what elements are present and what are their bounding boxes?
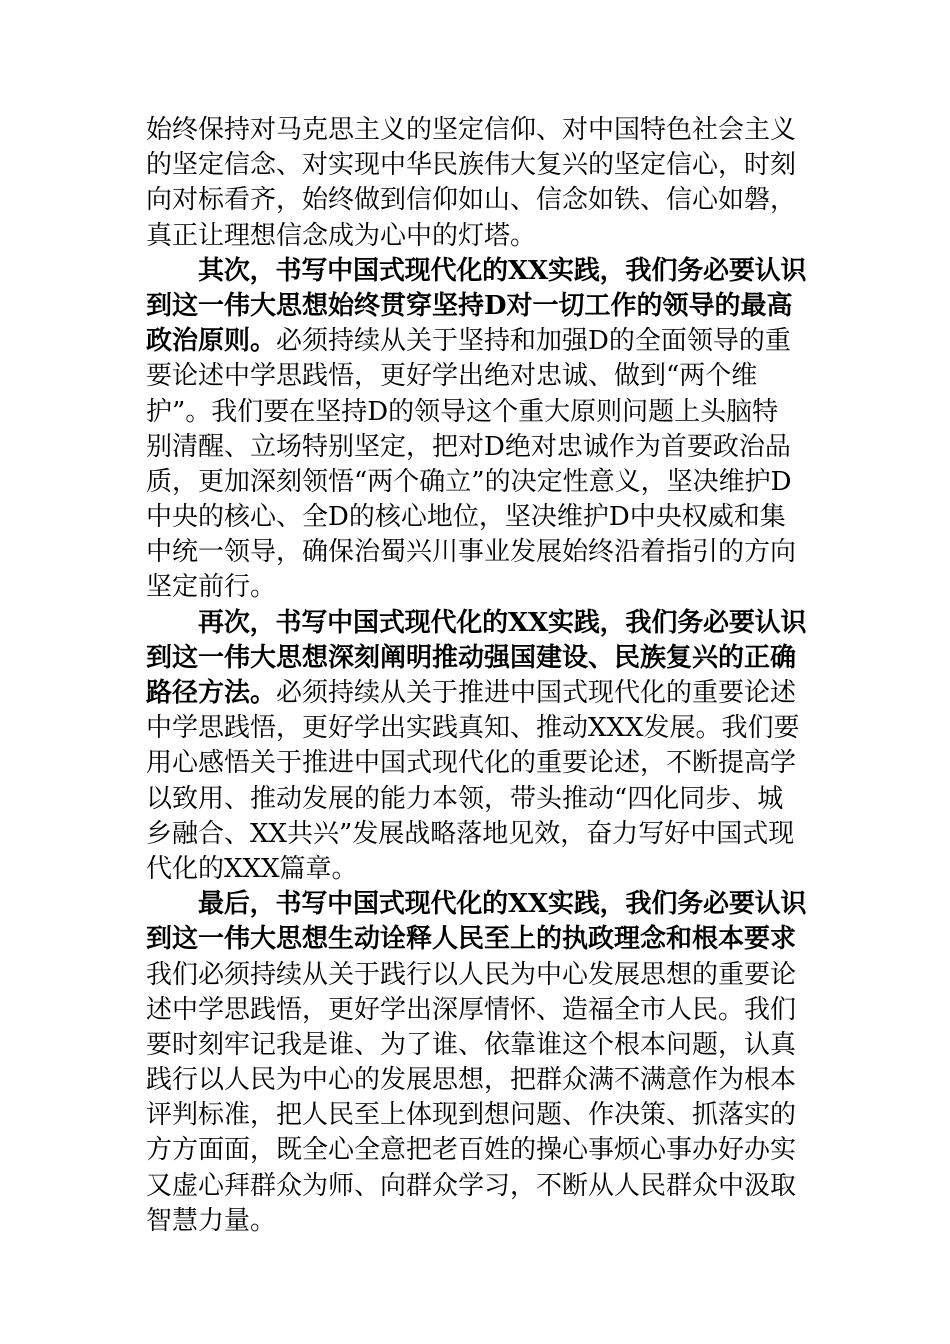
body-text: 护”。我们要在坚持D的领导这个重大原则问题上头脑特 (146, 396, 779, 427)
text-line (146, 993, 806, 1028)
text-line: 真正让理想信念成为心中的灯塔。 (146, 220, 537, 251)
text-line (146, 465, 806, 500)
body-text: 用心感悟关于推进中国式现代化的重要论述，不断提高学 (146, 748, 797, 779)
heading-text: 政治原则。 (146, 326, 277, 357)
body-text: 中学思践悟，更好学出实践真知、推动XXX发展。我们要 (146, 713, 800, 744)
body-text: 必须持续从关于推进中国式现代化的重要论述 (276, 678, 797, 708)
text-line (146, 1204, 806, 1239)
text-line (146, 359, 806, 394)
body-text: 要时刻牢记我是谁、为了谁、依靠谁这个根本问题，认真 (146, 1029, 797, 1060)
paragraph (146, 254, 806, 606)
text-line (146, 711, 806, 746)
heading-text: 最后，书写中国式现代化的XX实践，我们务必要认识 (198, 889, 807, 920)
body-text: 必须持续从关于坚持和加强D的全面领导的重 (276, 326, 791, 357)
text-line (146, 817, 806, 852)
body-text: 又虚心拜群众为师、向群众学习，不断从人民群众中汲取 (146, 1170, 797, 1201)
body-text: 乡融合、XX共兴”发展战略落地见效，奋力写好中国式现 (146, 818, 795, 849)
document-body (146, 113, 806, 1239)
text-line (146, 535, 806, 570)
text-line (146, 746, 806, 781)
text-line (146, 500, 806, 535)
text-line (146, 395, 806, 430)
text-line (146, 782, 806, 817)
body-text: 以致用、推动发展的能力本领，带头推动“四化同步、城 (146, 783, 784, 814)
body-text: 代化的XXX篇章。 (146, 853, 358, 884)
body-text: 评判标准，把人民至上体现到想问题、作决策、抓落实的 (146, 1100, 797, 1131)
paragraph (146, 887, 806, 1239)
paragraph (146, 606, 806, 888)
text-line (146, 1028, 806, 1063)
body-text: 智慧力量。 (146, 1205, 277, 1236)
text-line (146, 641, 806, 676)
text-line: 的坚定信念、对实现中华民族伟大复兴的坚定信心，时刻 (146, 150, 797, 181)
paragraph (146, 113, 806, 254)
text-line (146, 1098, 806, 1133)
body-text: 要论述中学思践悟，更好学出绝对忠诚、做到“两个维 (146, 361, 758, 392)
body-text: 坚定前行。 (146, 572, 277, 603)
body-text: 中央的核心、全D的核心地位，坚决维护D中央权威和集 (146, 502, 786, 533)
text-line (146, 254, 806, 289)
text-line (146, 1063, 806, 1098)
body-text: 方方面面，既全心全意把老百姓的操心事烦心事办好办实 (146, 1135, 797, 1166)
body-text: 别清醒、立场特别坚定，把对D绝对忠诚作为首要政治品 (146, 431, 791, 462)
text-line (146, 606, 806, 641)
heading-text: 再次，书写中国式现代化的XX实践，我们务必要认识 (198, 607, 807, 638)
text-line (146, 324, 806, 359)
heading-text: 到这一伟大思想生动诠释人民至上的执政理念和根本要求 (146, 924, 797, 955)
text-line (146, 570, 806, 605)
body-text: 我们必须持续从关于践行以人民为中心发展思想的重要论 (146, 959, 797, 990)
body-text: 质，更加深刻领悟“两个确立”的决定性意义，坚决维护D (146, 466, 792, 497)
text-line (146, 289, 806, 324)
text-line (146, 958, 806, 993)
text-line (146, 676, 806, 711)
text-line (146, 1169, 806, 1204)
text-line (146, 887, 806, 922)
text-line (146, 430, 806, 465)
text-line (146, 852, 806, 887)
heading-text: 其次，书写中国式现代化的XX实践，我们务必要认识 (198, 255, 807, 286)
body-text: 践行以人民为中心的发展思想，把群众满不满意作为根本 (146, 1065, 797, 1096)
body-text: 中统一领导，确保治蜀兴川事业发展始终沿着指引的方向 (146, 537, 797, 568)
body-text: 述中学思践悟，更好学出深厚情怀、造福全市人民。我们 (146, 994, 797, 1025)
heading-text: 路径方法。 (146, 678, 277, 708)
text-line (146, 922, 806, 957)
heading-text: 到这一伟大思想深刻阐明推动强国建设、民族复兴的正确 (146, 642, 797, 673)
text-line: 始终保持对马克思主义的坚定信仰、对中国特色社会主义 (146, 115, 797, 145)
text-line (146, 1133, 806, 1168)
text-line: 向对标看齐，始终做到信仰如山、信念如铁、信心如磐， (146, 185, 797, 216)
heading-text: 到这一伟大思想始终贯穿坚持D对一切工作的领导的最高 (146, 290, 793, 321)
